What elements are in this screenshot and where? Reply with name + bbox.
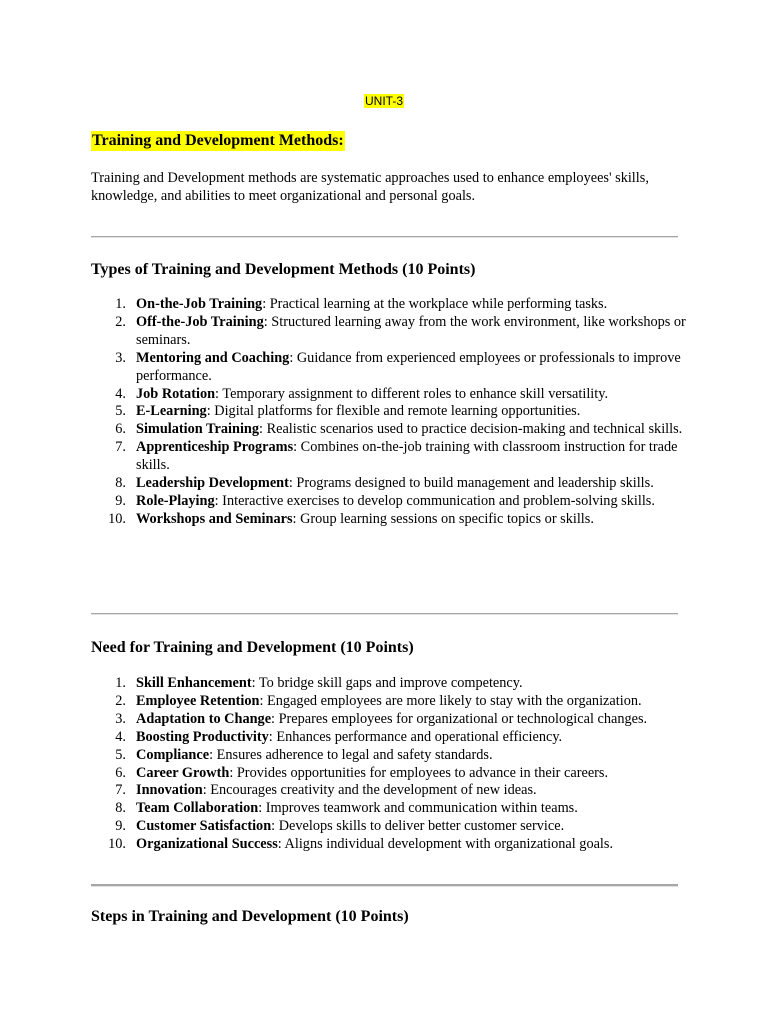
list-item-description: : Prepares employees for organizational or technological changes. xyxy=(271,710,648,727)
list-item xyxy=(91,693,686,711)
list-item-term: Compliance xyxy=(136,746,210,763)
list-item-term: Boosting Productivity xyxy=(136,728,269,745)
list-item-term: Role-Playing xyxy=(136,492,215,509)
list-item-description: : Guidance from experienced employees or professionals to improve performance. xyxy=(136,349,681,384)
list-item-description: : Develops skills to deliver better customer service. xyxy=(271,818,565,835)
list-item-number: 9. xyxy=(115,818,126,835)
list-item-description: : Programs designed to build management and leadership skills. xyxy=(288,475,654,492)
list-item xyxy=(91,421,686,439)
list-item xyxy=(91,314,686,350)
horizontal-rule-1 xyxy=(91,236,678,238)
list-item-number: 1. xyxy=(115,675,126,691)
list-item xyxy=(91,711,686,729)
list-item xyxy=(91,729,686,747)
list-item-description: : Aligns individual development with organizational goals. xyxy=(277,836,614,853)
list-item xyxy=(91,800,686,818)
list-item-description: : Ensures adherence to legal and safety standards. xyxy=(209,746,493,763)
list-item xyxy=(91,511,686,529)
types-list xyxy=(91,296,686,529)
list-item-term: Mentoring and Coaching xyxy=(136,349,290,366)
list-item-term: Skill Enhancement xyxy=(136,675,252,691)
list-item-term: E-Learning xyxy=(136,403,207,420)
list-item-number: 8. xyxy=(115,800,126,817)
list-item-description: : Combines on-the-job training with classroom instruction for trade skills. xyxy=(136,439,678,474)
list-item-number: 8. xyxy=(115,475,126,492)
list-item-term: Career Growth xyxy=(136,764,230,781)
list-item-term: On-the-Job Training xyxy=(136,296,263,312)
unit-label xyxy=(0,93,768,110)
list-item-term: Adaptation to Change xyxy=(136,710,272,727)
list-item-description: : Structured learning away from the work environment, like workshops or seminars. xyxy=(136,313,686,348)
list-item-number: 2. xyxy=(115,692,126,709)
list-item-number: 5. xyxy=(115,403,126,420)
list-item xyxy=(91,296,686,314)
list-item xyxy=(91,818,686,836)
intro-paragraph: Training and Development methods are systematic approaches used to enhance employees' skills, knowledge, and abilities to meet organizational and personal goals. xyxy=(91,170,649,204)
list-item-number: 2. xyxy=(115,313,126,330)
list-item xyxy=(91,475,686,493)
list-item-term: Innovation xyxy=(136,782,203,799)
list-item xyxy=(91,386,686,404)
list-item-description: : Provides opportunities for employees to advance in their careers. xyxy=(229,764,609,781)
list-item-description: : Encourages creativity and the development of new ideas. xyxy=(202,782,537,799)
list-item-term: Workshops and Seminars xyxy=(136,510,293,527)
list-item-term: Employee Retention xyxy=(136,692,260,709)
list-item-description: : Improves teamwork and communication within teams. xyxy=(258,800,578,817)
list-item-term: Simulation Training xyxy=(136,421,260,438)
unit-label-text: UNIT-3 xyxy=(364,94,403,108)
list-item xyxy=(91,765,686,783)
main-title: Training and Development Methods: xyxy=(92,132,344,149)
list-item-number: 6. xyxy=(115,421,126,438)
section-title-types: Types of Training and Development Methods (10 Points) xyxy=(91,261,476,278)
list-item-description: : Practical learning at the workplace while performing tasks. xyxy=(262,296,608,312)
list-item-number: 3. xyxy=(115,349,126,366)
list-item-number: 4. xyxy=(115,728,126,745)
list-item-number: 7. xyxy=(115,439,126,456)
list-item xyxy=(91,403,686,421)
section-title-need: Need for Training and Development (10 Points) xyxy=(91,639,414,656)
list-item-description: : Realistic scenarios used to practice decision-making and technical skills. xyxy=(259,421,683,438)
list-item xyxy=(91,675,686,693)
list-item-term: Customer Satisfaction xyxy=(136,818,272,835)
list-item-number: 3. xyxy=(115,710,126,727)
list-item xyxy=(91,439,686,475)
list-item xyxy=(91,493,686,511)
horizontal-rule-3 xyxy=(91,884,678,887)
list-item-description: : Engaged employees are more likely to stay with the organization. xyxy=(259,692,642,709)
list-item-term: Organizational Success xyxy=(136,836,278,853)
list-item xyxy=(91,747,686,765)
section-title-steps: Steps in Training and Development (10 Points) xyxy=(91,908,409,925)
list-item-number: 6. xyxy=(115,764,126,781)
list-item-description: : Digital platforms for flexible and remote learning opportunities. xyxy=(206,403,581,420)
list-item xyxy=(91,836,686,854)
need-list xyxy=(91,675,686,854)
list-item-term: Apprenticeship Programs xyxy=(136,439,294,456)
list-item-term: Leadership Development xyxy=(136,475,289,492)
list-item-term: Off-the-Job Training xyxy=(136,313,264,330)
list-item-description: : Interactive exercises to develop communication and problem-solving skills. xyxy=(214,492,655,509)
list-item-number: 10. xyxy=(108,836,126,853)
list-item-description: : Group learning sessions on specific topics or skills. xyxy=(292,510,594,527)
horizontal-rule-2 xyxy=(91,613,678,615)
list-item-number: 10. xyxy=(108,510,126,527)
list-item-description: : Temporary assignment to different roles to enhance skill versatility. xyxy=(215,385,609,402)
list-item-number: 9. xyxy=(115,492,126,509)
list-item-number: 1. xyxy=(115,296,126,312)
list-item-term: Job Rotation xyxy=(136,385,216,402)
list-item xyxy=(91,350,686,386)
list-item-number: 7. xyxy=(115,782,126,799)
list-item-description: : Enhances performance and operational efficiency. xyxy=(268,728,563,745)
list-item-description: : To bridge skill gaps and improve competency. xyxy=(251,675,523,691)
list-item-term: Team Collaboration xyxy=(136,800,259,817)
list-item xyxy=(91,782,686,800)
list-item-number: 4. xyxy=(115,385,126,402)
list-item-number: 5. xyxy=(115,746,126,763)
